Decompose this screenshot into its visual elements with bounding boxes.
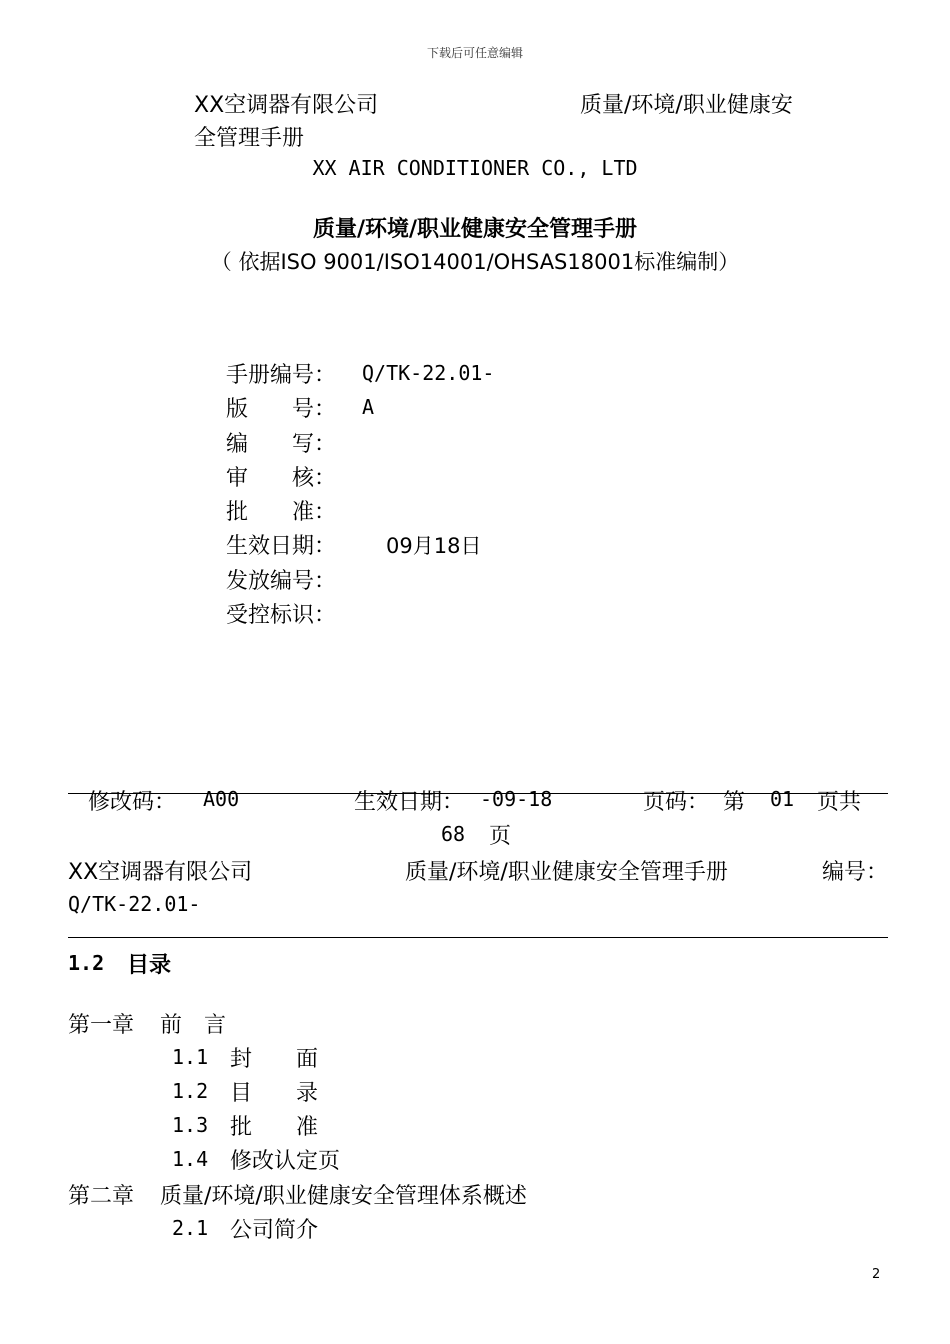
toc-chapter-2-title: 质量/环境/职业健康安全管理体系概述: [160, 1184, 527, 1209]
field-label: 生效日期：: [226, 534, 337, 559]
header-code-label: 编号：: [822, 860, 889, 885]
header-company: XX空调器有限公司: [68, 860, 253, 885]
revision-value: A00: [203, 787, 240, 811]
toc-item-text: 批 准: [230, 1115, 319, 1140]
field-label: 手册编号：: [226, 363, 337, 388]
effective-date-label: 生效日期：: [354, 790, 465, 815]
field-label: 审 核：: [226, 466, 337, 491]
page-no: 01: [770, 787, 795, 811]
total-pages: 68: [441, 822, 466, 846]
effective-date-value: -09-18: [480, 787, 553, 811]
toc-item-num: 1.2: [172, 1079, 209, 1103]
main-title: 质量/环境/职业健康安全管理手册: [312, 217, 638, 242]
toc-section-title: 目录: [127, 953, 172, 978]
toc-chapter-2-label: 第二章: [68, 1184, 135, 1209]
company-name-cn: XX空调器有限公司: [194, 93, 379, 118]
page-number: 2: [872, 1267, 881, 1282]
toc-chapter-1-label: 第一章: [68, 1013, 135, 1038]
header-manual-title: 质量/环境/职业健康安全管理手册: [405, 860, 728, 885]
revision-label: 修改码：: [88, 790, 177, 815]
page-di: 第: [723, 790, 746, 815]
top-note: 下载后可任意编辑: [426, 46, 523, 60]
field-label: 批 准：: [226, 500, 337, 525]
manual-title-right: 质量/环境/职业健康安: [580, 93, 793, 118]
header-code-value: Q/TK-22.01-: [68, 892, 201, 916]
toc-chapter-1-title: 前 言: [160, 1013, 227, 1038]
field-value: Q/TK-22.01-: [362, 361, 495, 385]
page-ye: 页: [489, 824, 512, 849]
toc-item-num: 1.1: [172, 1045, 209, 1069]
toc-section-num: 1.2: [68, 951, 105, 975]
field-value: A: [362, 395, 375, 419]
toc-item-num: 2.1: [172, 1216, 209, 1240]
page-ye-gong: 页共: [817, 790, 862, 815]
field-value: 09月18日: [386, 534, 482, 558]
toc-item-text: 公司简介: [230, 1218, 319, 1243]
field-label: 版 号：: [226, 397, 337, 422]
footer-strike-line: [68, 793, 888, 794]
toc-item-num: 1.4: [172, 1147, 209, 1171]
field-label: 受控标识：: [226, 603, 337, 628]
toc-item-text: 修改认定页: [230, 1149, 341, 1174]
header-rule: [68, 937, 888, 938]
subtitle: （ 依据ISO 9001/ISO14001/OHSAS18001标准编制）: [210, 250, 740, 274]
page-label: 页码：: [643, 790, 710, 815]
toc-item-num: 1.3: [172, 1113, 209, 1137]
field-label: 发放编号：: [226, 569, 337, 594]
toc-item-text: 封 面: [230, 1047, 319, 1072]
company-name-en: XX AIR CONDITIONER CO., LTD: [312, 156, 638, 180]
toc-item-text: 目 录: [230, 1081, 319, 1106]
manual-title-wrap: 全管理手册: [194, 126, 305, 151]
field-label: 编 写：: [226, 432, 337, 457]
